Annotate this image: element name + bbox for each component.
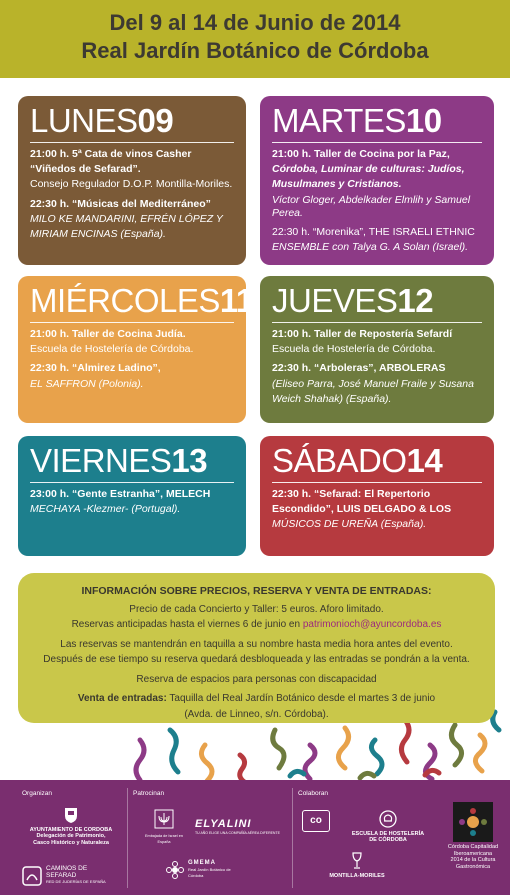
event-line: EL SAFFRON (Polonia). xyxy=(30,377,144,390)
info-reservations-text: Reservas anticipadas hasta el viernes 6 de junio en xyxy=(71,619,303,630)
info-sales xyxy=(32,693,481,706)
day-number: 09 xyxy=(137,102,174,139)
event-line: Escuela de Hostelería de Córdoba. xyxy=(30,343,194,356)
escuela-city: DE CÓRDOBA xyxy=(369,837,407,843)
embajada-text: Embajada de Israel en España xyxy=(145,833,183,844)
event-line: 22:30 h. “Sefarad: El Repertorio xyxy=(272,488,431,500)
event-line: 22:30 h. “Almirez Ladino”, xyxy=(30,362,161,375)
event-line: MÚSICOS DE UREÑA (España). xyxy=(272,518,427,531)
event-line: “Viñedos de Sefarad”. xyxy=(30,163,141,176)
card-martes xyxy=(260,96,494,265)
day-number: 10 xyxy=(405,102,442,139)
event-line: Weich Shahak) (España). xyxy=(272,392,392,405)
flower-icon xyxy=(165,860,185,880)
day-heading xyxy=(30,282,254,323)
day-name: JUEVES xyxy=(272,282,398,319)
sefarad-text: SEFARAD xyxy=(46,871,77,879)
red-juderias-text: RED DE JUDERÍAS DE ESPAÑA xyxy=(46,879,106,884)
caminos-text: CAMINOS DE xyxy=(46,865,88,872)
day-name: SÁBADO xyxy=(272,442,407,479)
info-box xyxy=(18,573,495,723)
event-line: 21:00 h. Taller de Cocina por la Paz, xyxy=(272,148,450,160)
card-lunes xyxy=(18,96,246,265)
day-name: MIÉRCOLES xyxy=(30,282,220,319)
event-line: (Eliseo Parra, José Manuel Fraile y Susana xyxy=(272,377,474,390)
event-line: Consejo Regulador D.O.P. Montilla-Moriles. xyxy=(30,178,233,191)
header-banner xyxy=(0,0,510,78)
day-heading xyxy=(30,444,234,483)
patrocinan-label: Patrocinan xyxy=(133,790,165,797)
event-line: Musulmanes y Cristianos. xyxy=(272,178,402,191)
capitalidad-line3: 2014 de la Cultura xyxy=(450,857,496,863)
day-heading xyxy=(30,104,234,143)
info-sales-label: Venta de entradas: xyxy=(77,693,167,704)
event-line: 22:30 h. “Arboleras”, ARBOLERAS xyxy=(272,362,446,375)
gmema-subtitle: Real Jardín Botánico de Córdoba xyxy=(188,866,231,878)
card-sabado xyxy=(260,436,494,556)
header-venue: Real Jardín Botánico de Córdoba xyxy=(81,38,429,63)
info-title: INFORMACIÓN SOBRE PRECIOS, RESERVA Y VENTA DE ENTRADAS: xyxy=(81,585,432,597)
gmema-text: GMEMA xyxy=(188,860,216,866)
email-link[interactable]: patrimonioch@ayuncordoba.es xyxy=(302,619,442,630)
gmema-logo xyxy=(165,860,235,880)
colaboran-label: Colaboran xyxy=(298,790,328,797)
event-line: Víctor Gloger, Abdelkader Elmlih y Samuel Perea. xyxy=(272,193,471,219)
divider xyxy=(292,788,293,888)
capitalidad-line4: Gastronómica xyxy=(455,863,491,870)
day-heading xyxy=(272,444,482,483)
montilla-text: MONTILLA-MORILES xyxy=(329,872,385,879)
elal-tagline: TU AÑO ELIGE UNA COMPAÑÍA AÉREA DIFERENTE xyxy=(195,831,280,835)
co-wordmark: co xyxy=(302,810,330,832)
day-number: 12 xyxy=(397,282,434,319)
header-dates: Del 9 al 14 de Junio de 2014 xyxy=(109,10,401,35)
ayuntamiento-name: AYUNTAMIENTO DE CORDOBA xyxy=(29,826,113,833)
ayuntamiento-dept2: Casco Histórico y Naturaleza xyxy=(33,839,109,846)
event-line: MIRIAM ENCINAS (España). xyxy=(30,228,166,241)
coat-of-arms-icon xyxy=(62,806,80,824)
day-number: 14 xyxy=(406,442,443,479)
day-number: 13 xyxy=(171,442,208,479)
organizan-label: Organizan xyxy=(22,790,52,797)
capitalidad-line2: Iberoamericana xyxy=(453,850,493,857)
event-line: Córdoba, Luminar de culturas: Judíos, xyxy=(272,163,465,176)
day-name: VIERNES xyxy=(30,442,172,479)
event-line: MECHAYA -Klezmer- (Portugal). xyxy=(30,503,181,516)
capitalidad-logo xyxy=(440,802,506,870)
event-line: Escuela de Hostelería de Córdoba. xyxy=(272,343,436,356)
sefarad-icon xyxy=(22,866,42,886)
info-line: Las reservas se mantendrán en taquilla a su nombre hasta media hora antes del evento. xyxy=(60,638,453,650)
event-line: 21:00 h. Taller de Repostería Sefardí xyxy=(272,328,453,340)
event-line: ENSEMBLE con Talya G. A Solan (Israel). xyxy=(272,241,469,254)
event-line: 23:00 h. “Gente Estranha”, MELECH xyxy=(30,488,211,500)
caminos-sefarad-logo xyxy=(22,866,122,886)
info-reservations xyxy=(32,619,481,632)
info-address: (Avda. de Linneo, s/n. Córdoba). xyxy=(184,708,329,720)
day-name: MARTES xyxy=(272,102,406,139)
capitalidad-emblem-icon xyxy=(453,802,493,842)
day-heading xyxy=(272,104,482,143)
day-heading xyxy=(272,284,482,323)
escuela-name: ESCUELA DE HOSTELERÍA xyxy=(351,830,425,837)
info-line: Reserva de espacios para personas con discapacidad xyxy=(136,673,377,685)
co-logo xyxy=(300,810,332,832)
elal-logo xyxy=(195,818,285,837)
event-line: Escondido”, LUIS DELGADO & LOS xyxy=(272,503,452,516)
chef-hat-icon xyxy=(379,810,397,828)
card-jueves xyxy=(260,276,494,423)
info-price: Precio de cada Concierto y Taller: 5 euros. Aforo limitado. xyxy=(129,603,384,615)
card-miercoles xyxy=(18,276,254,423)
wine-glass-icon xyxy=(350,852,364,870)
info-sales-text: Taquilla del Real Jardín Botánico desde el martes 3 de junio xyxy=(166,693,436,704)
sponsors-footer xyxy=(0,780,510,895)
divider xyxy=(127,788,128,888)
event-line: MILO KE MANDARINI, EFRÉN LÓPEZ Y xyxy=(30,212,223,225)
ayuntamiento-logo xyxy=(25,806,117,846)
capitalidad-line1: Córdoba Capitalidad xyxy=(447,844,499,850)
menorah-icon xyxy=(153,808,175,830)
event-line: 22:30 h. “Músicas del Mediterráneo” xyxy=(30,197,211,210)
event-line: 21:00 h. 5ª Cata de vinos Casher xyxy=(30,148,192,160)
day-number: 11 xyxy=(219,282,254,319)
info-line: Después de ese tiempo su reserva quedará desbloqueada y las entradas se pondrán a la venta. xyxy=(43,654,470,665)
ayuntamiento-dept: Delegación de Patrimonio, xyxy=(36,833,106,839)
day-name: LUNES xyxy=(30,102,138,139)
card-viernes xyxy=(18,436,246,556)
embajada-israel-logo xyxy=(140,808,188,846)
event-line: 22:30 h. “Morenika”, THE ISRAELI ETHNIC xyxy=(272,226,475,239)
escuela-hosteleria-logo xyxy=(348,810,428,844)
event-line: 21:00 h. Taller de Cocina Judía. xyxy=(30,328,186,340)
elal-wordmark: ELYALINI xyxy=(195,818,252,830)
montilla-moriles-logo xyxy=(322,852,392,879)
